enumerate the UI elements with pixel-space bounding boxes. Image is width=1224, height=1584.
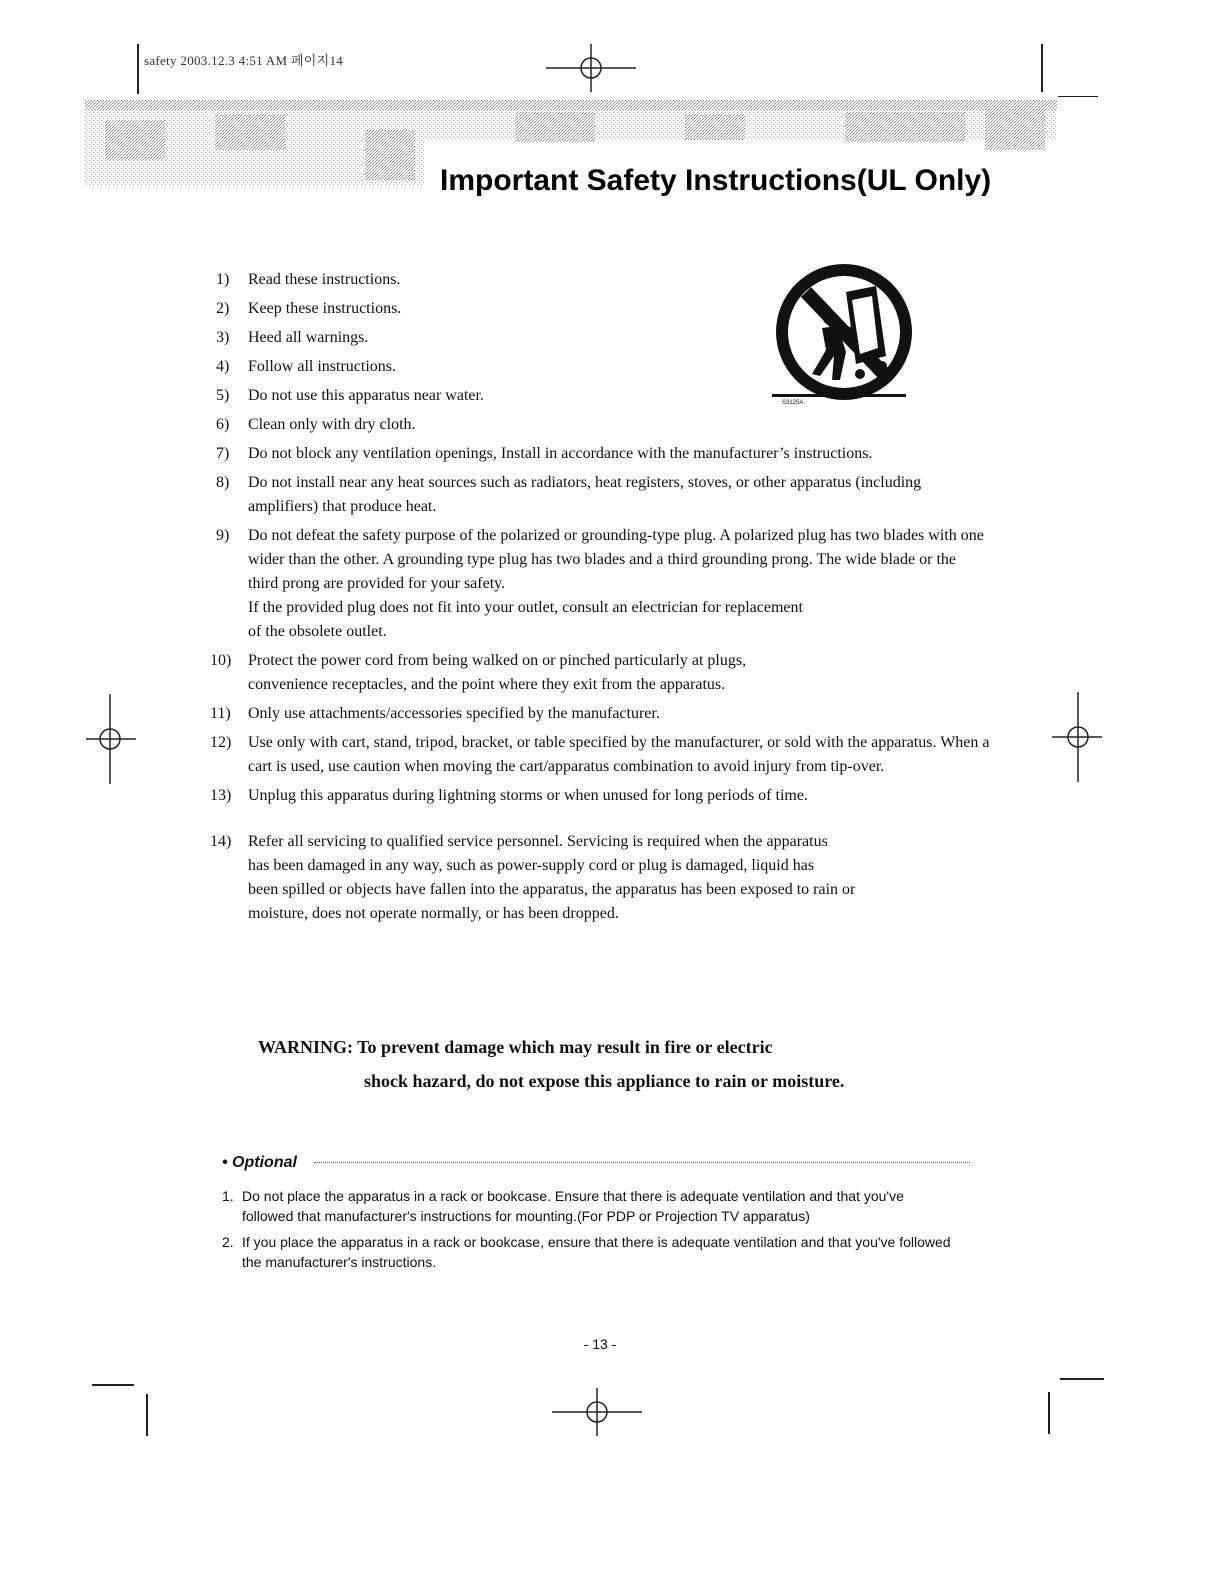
list-item: 1. Do not place the apparatus in a rack or bookcase. Ensure that there is adequate ventilation and that you've followed that manufacturer's instructions for mounting.(For PDP or Projection TV apparatus) — [222, 1188, 904, 1224]
list-item: 11) Only use attachments/accessories specified by the manufacturer. — [210, 705, 660, 722]
list-item: 8) Do not install near any heat sources such as radiators, heat registers, stoves, or other apparatus (including amplifiers) that produce heat. — [216, 474, 922, 515]
list-item: 5) Do not use this apparatus near water. — [216, 387, 484, 404]
registration-mark-right — [1052, 692, 1102, 782]
registration-mark-left — [86, 694, 136, 784]
list-item: 9) Do not defeat the safety purpose of the polarized or grounding-type plug. A polarized plug has two blades with one wider than the other. A grounding type plug has two blades and a third grounding prong. The wide blade or the third prong are provided for your safety. If the provided plug does not fit into your outlet, consult an electrician for replacement of the obsolete outlet. — [216, 527, 984, 640]
registration-mark-bottom — [552, 1388, 642, 1436]
list-item: 2. If you place the apparatus in a rack or bookcase, ensure that there is adequate ventilation and that you've followed the manufacturer's instructions. — [222, 1234, 951, 1270]
crop-mark — [1041, 44, 1043, 92]
instructions-list — [210, 268, 990, 931]
list-item: 12) Use only with cart, stand, tripod, bracket, or table specified by the manufacturer, or sold with the apparatus. When a cart is used, use caution when moving the cart/apparatus combination to avoid injury from tip-over. — [210, 734, 990, 775]
dotted-leader — [314, 1162, 970, 1163]
crop-mark — [1060, 1378, 1104, 1380]
optional-heading: • Optional — [222, 1154, 970, 1178]
warning-line-1: WARNING: To prevent damage which may result in fire or electric — [258, 1037, 773, 1057]
warning-notice — [258, 1030, 958, 1098]
list-item: 10) Protect the power cord from being walked on or pinched particularly at plugs, convenience receptacles, and the point where they exit from the apparatus. — [210, 652, 747, 693]
crop-mark — [1058, 96, 1098, 97]
file-stamp: safety 2003.12.3 4:51 AM 페이지14 — [144, 53, 344, 68]
list-item: 6) Clean only with dry cloth. — [216, 416, 416, 433]
list-item: 1) Read these instructions. — [216, 271, 401, 288]
list-item: 7) Do not block any ventilation openings, Install in accordance with the manufacturer’s instructions. — [216, 445, 873, 462]
list-item: 3) Heed all warnings. — [216, 329, 369, 346]
crop-mark — [146, 1394, 148, 1436]
list-item: 14) Refer all servicing to qualified service personnel. Servicing is required when the apparatus has been damaged in any way, such as power-supply cord or plug is damaged, liquid has been spilled or objects have fallen into the apparatus, the apparatus has been exposed to rain or moisture, does not operate normally, or has been dropped. — [210, 833, 856, 922]
page-number: - 13 - — [583, 1336, 617, 1352]
page-title: Important Safety Instructions(UL Only) — [440, 164, 992, 197]
sign-code: S3125A — [782, 400, 804, 406]
crop-mark — [1048, 1392, 1050, 1434]
crop-mark — [92, 1384, 134, 1386]
warning-line-2: shock hazard, do not expose this appliance to rain or moisture. — [364, 1071, 845, 1091]
crop-mark — [137, 44, 139, 94]
list-item: 13) Unplug this apparatus during lightning storms or when unused for long periods of time. — [210, 787, 808, 804]
list-item: 4) Follow all instructions. — [216, 358, 396, 375]
registration-mark-top — [546, 44, 636, 92]
optional-list — [222, 1186, 952, 1278]
list-item: 2) Keep these instructions. — [216, 300, 402, 317]
